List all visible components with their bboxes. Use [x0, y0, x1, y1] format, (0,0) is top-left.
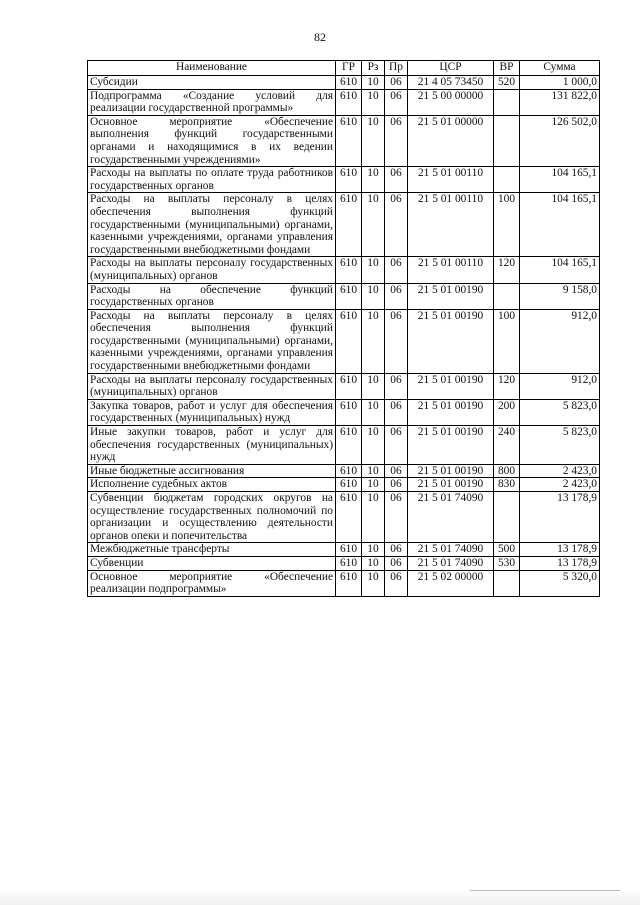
row-name: Иные бюджетные ассигнования — [88, 464, 336, 478]
row-vr — [494, 570, 520, 596]
row-pr: 06 — [385, 76, 408, 90]
row-csr: 21 5 00 00000 — [408, 89, 494, 115]
table-row — [88, 543, 600, 557]
row-sum: 104 165,1 — [520, 167, 600, 193]
row-rz: 10 — [362, 115, 385, 166]
row-gr: 610 — [336, 464, 362, 478]
row-sum: 13 178,9 — [520, 543, 600, 557]
row-name: Расходы на выплаты персоналу государственных (муниципальных) органов — [88, 373, 336, 399]
row-vr: 500 — [494, 543, 520, 557]
row-csr: 21 5 01 00190 — [408, 309, 494, 373]
row-vr — [494, 283, 520, 309]
row-csr: 21 5 01 74090 — [408, 556, 494, 570]
row-pr: 06 — [385, 556, 408, 570]
row-name: Расходы на обеспечение функций государственных органов — [88, 283, 336, 309]
row-rz: 10 — [362, 570, 385, 596]
row-pr: 06 — [385, 543, 408, 557]
row-name: Расходы на выплаты персоналу в целях обеспечения выполнения функций государственными (муниципальными) органами, казенными учреждениями, органами управления государственными внебюджетными фондами — [88, 309, 336, 373]
row-rz: 10 — [362, 309, 385, 373]
row-vr: 100 — [494, 309, 520, 373]
row-csr: 21 5 01 74090 — [408, 492, 494, 543]
table-body — [88, 76, 600, 597]
row-name: Основное мероприятие «Обеспечение реализации подпрограммы» — [88, 570, 336, 596]
row-pr: 06 — [385, 464, 408, 478]
row-sum: 104 165,1 — [520, 257, 600, 283]
row-sum: 9 158,0 — [520, 283, 600, 309]
row-csr: 21 5 01 00190 — [408, 283, 494, 309]
row-rz: 10 — [362, 76, 385, 90]
row-sum: 5 320,0 — [520, 570, 600, 596]
row-rz: 10 — [362, 399, 385, 425]
row-gr: 610 — [336, 426, 362, 465]
row-pr: 06 — [385, 257, 408, 283]
row-csr: 21 5 01 00190 — [408, 399, 494, 425]
row-gr: 610 — [336, 478, 362, 492]
table-row — [88, 283, 600, 309]
row-csr: 21 5 02 00000 — [408, 570, 494, 596]
table-row — [88, 464, 600, 478]
row-pr: 06 — [385, 492, 408, 543]
table-row — [88, 399, 600, 425]
row-gr: 610 — [336, 399, 362, 425]
row-gr: 610 — [336, 373, 362, 399]
table-row — [88, 373, 600, 399]
row-sum: 2 423,0 — [520, 464, 600, 478]
row-gr: 610 — [336, 76, 362, 90]
header-csr: ЦСР — [408, 61, 494, 76]
row-name: Подпрограмма «Создание условий для реализации государственной программы» — [88, 89, 336, 115]
scan-divider — [470, 890, 620, 891]
row-gr: 610 — [336, 89, 362, 115]
row-pr: 06 — [385, 570, 408, 596]
row-rz: 10 — [362, 283, 385, 309]
row-name: Расходы на выплаты персоналу в целях обеспечения выполнения функций государственными (муниципальными) органами, казенными учреждениями, органами управления государственными внебюджетными фондами — [88, 193, 336, 257]
row-vr — [494, 115, 520, 166]
header-sum: Сумма — [520, 61, 600, 76]
header-pr: Пр — [385, 61, 408, 76]
row-sum: 104 165,1 — [520, 193, 600, 257]
row-gr: 610 — [336, 570, 362, 596]
row-gr: 610 — [336, 193, 362, 257]
row-sum: 2 423,0 — [520, 478, 600, 492]
row-vr — [494, 167, 520, 193]
row-rz: 10 — [362, 373, 385, 399]
row-rz: 10 — [362, 257, 385, 283]
row-rz: 10 — [362, 556, 385, 570]
row-pr: 06 — [385, 426, 408, 465]
row-rz: 10 — [362, 492, 385, 543]
row-name: Расходы на выплаты по оплате труда работников государственных органов — [88, 167, 336, 193]
row-vr: 800 — [494, 464, 520, 478]
row-gr: 610 — [336, 556, 362, 570]
row-sum: 126 502,0 — [520, 115, 600, 166]
table-row — [88, 492, 600, 543]
row-sum: 912,0 — [520, 373, 600, 399]
row-pr: 06 — [385, 283, 408, 309]
row-csr: 21 5 01 00190 — [408, 464, 494, 478]
table-row — [88, 115, 600, 166]
row-gr: 610 — [336, 492, 362, 543]
row-vr: 120 — [494, 257, 520, 283]
row-csr: 21 5 01 00110 — [408, 167, 494, 193]
row-name: Межбюджетные трансферты — [88, 543, 336, 557]
row-sum: 13 178,9 — [520, 492, 600, 543]
row-csr: 21 5 01 00190 — [408, 426, 494, 465]
row-csr: 21 5 01 00110 — [408, 257, 494, 283]
row-csr: 21 5 01 00110 — [408, 193, 494, 257]
row-gr: 610 — [336, 115, 362, 166]
row-gr: 610 — [336, 309, 362, 373]
header-gr: ГР — [336, 61, 362, 76]
row-sum: 5 823,0 — [520, 426, 600, 465]
table-row — [88, 478, 600, 492]
row-name: Закупка товаров, работ и услуг для обеспечения государственных (муниципальных) нужд — [88, 399, 336, 425]
row-csr: 21 5 01 00190 — [408, 478, 494, 492]
budget-table — [87, 60, 600, 597]
row-rz: 10 — [362, 543, 385, 557]
row-csr: 21 5 01 00000 — [408, 115, 494, 166]
table-row — [88, 167, 600, 193]
table-row — [88, 570, 600, 596]
row-sum: 5 823,0 — [520, 399, 600, 425]
table-row — [88, 76, 600, 90]
row-csr: 21 5 01 00190 — [408, 373, 494, 399]
row-name: Иные закупки товаров, работ и услуг для обеспечения государственных (муниципальных) нужд — [88, 426, 336, 465]
row-gr: 610 — [336, 257, 362, 283]
row-sum: 13 178,9 — [520, 556, 600, 570]
row-sum: 1 000,0 — [520, 76, 600, 90]
row-pr: 06 — [385, 478, 408, 492]
page-number: 82 — [314, 30, 326, 44]
row-csr: 21 4 05 73450 — [408, 76, 494, 90]
row-vr: 100 — [494, 193, 520, 257]
row-vr — [494, 89, 520, 115]
row-rz: 10 — [362, 464, 385, 478]
row-gr: 610 — [336, 283, 362, 309]
row-name: Субсидии — [88, 76, 336, 90]
row-rz: 10 — [362, 89, 385, 115]
row-pr: 06 — [385, 399, 408, 425]
table-row — [88, 193, 600, 257]
row-pr: 06 — [385, 89, 408, 115]
row-name: Основное мероприятие «Обеспечение выполнения функций государственными органами и находящимися в их ведении государственными учреждениями» — [88, 115, 336, 166]
row-rz: 10 — [362, 167, 385, 193]
row-vr: 120 — [494, 373, 520, 399]
header-rz: Рз — [362, 61, 385, 76]
row-gr: 610 — [336, 167, 362, 193]
row-name: Субвенции — [88, 556, 336, 570]
row-rz: 10 — [362, 426, 385, 465]
row-pr: 06 — [385, 115, 408, 166]
header-row — [88, 61, 600, 76]
row-vr: 200 — [494, 399, 520, 425]
row-gr: 610 — [336, 543, 362, 557]
row-vr: 530 — [494, 556, 520, 570]
row-name: Исполнение судебных актов — [88, 478, 336, 492]
row-name: Расходы на выплаты персоналу государственных (муниципальных) органов — [88, 257, 336, 283]
row-vr: 520 — [494, 76, 520, 90]
table-row — [88, 309, 600, 373]
row-rz: 10 — [362, 193, 385, 257]
row-sum: 131 822,0 — [520, 89, 600, 115]
table-row — [88, 257, 600, 283]
row-pr: 06 — [385, 167, 408, 193]
header-name: Наименование — [88, 61, 336, 76]
table-row — [88, 426, 600, 465]
row-pr: 06 — [385, 373, 408, 399]
row-name: Субвенции бюджетам городских округов на осуществление государственных полномочий по организации и осуществлению деятельности органов опеки и попечительства — [88, 492, 336, 543]
row-vr — [494, 492, 520, 543]
table-header — [88, 61, 600, 76]
row-rz: 10 — [362, 478, 385, 492]
row-vr: 830 — [494, 478, 520, 492]
row-sum: 912,0 — [520, 309, 600, 373]
row-csr: 21 5 01 74090 — [408, 543, 494, 557]
table-row — [88, 556, 600, 570]
row-vr: 240 — [494, 426, 520, 465]
table-row — [88, 89, 600, 115]
row-pr: 06 — [385, 309, 408, 373]
row-pr: 06 — [385, 193, 408, 257]
header-vr: ВР — [494, 61, 520, 76]
